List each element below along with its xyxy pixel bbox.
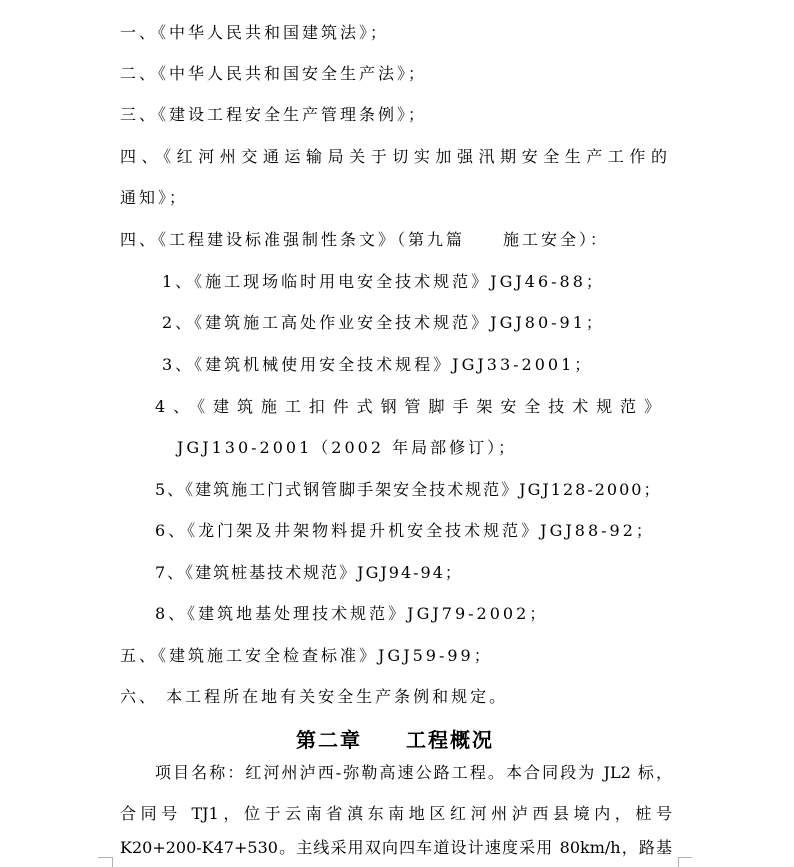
- standard-item-6: 6、《龙门架及井架物料提升机安全技术规范》JGJ88-92；: [155, 521, 655, 540]
- reference-item-5: 四、《工程建设标准强制性条文》（第九篇 施工安全）：: [120, 230, 610, 249]
- standard-item-5: 5、《建筑施工门式钢管脚手架安全技术规范》JGJ128-2000；: [155, 480, 662, 499]
- reference-item-7: 六、 本工程所在地有关安全生产条例和规定。: [120, 687, 509, 706]
- reference-item-1: 一、《中华人民共和国建筑法》；: [120, 23, 390, 42]
- reference-item-4: 四、《红河州交通运输局关于切实加强汛期安全生产工作的: [120, 147, 670, 166]
- reference-item-2: 二、《中华人民共和国安全生产法》；: [120, 64, 428, 83]
- standard-item-7: 7、《建筑桩基技术规范》JGJ94-94；: [155, 563, 463, 582]
- reference-item-6: 五、《建筑施工安全检查标准》JGJ59-99；: [120, 646, 493, 665]
- standard-item-3: 3、《建筑机械使用安全技术规程》JGJ33-2001；: [162, 355, 594, 374]
- standard-item-8: 8、《建筑地基处理技术规范》JGJ79-2002；: [155, 604, 549, 623]
- standard-item-1: 1、《施工现场临时用电安全技术规范》JGJ46-88；: [162, 272, 605, 291]
- reference-item-3: 三、《建设工程安全生产管理条例》；: [120, 105, 428, 124]
- overview-line-2: 合同号 TJ1，位于云南省滇东南地区红河州泸西县境内，桩号: [120, 804, 672, 823]
- standard-item-4-continued: JGJ130-2001（2002 年局部修订）；: [177, 438, 518, 457]
- standard-item-4: 4、《建筑施工扣件式钢管脚手架安全技术规范》: [155, 397, 663, 416]
- overview-line-3: K20+200-K47+530。主线采用双向四车道设计速度采用 80km/h，路基: [120, 838, 672, 857]
- standard-item-2: 2、《建筑施工高处作业安全技术规范》JGJ80-91；: [162, 313, 605, 332]
- overview-line-1: 项目名称：红河州泸西-弥勒高速公路工程。本合同段为 JL2 标，: [155, 763, 672, 782]
- chapter-heading: 第二章 工程概况: [296, 728, 494, 752]
- reference-item-4-continued: 通知》；: [120, 188, 189, 207]
